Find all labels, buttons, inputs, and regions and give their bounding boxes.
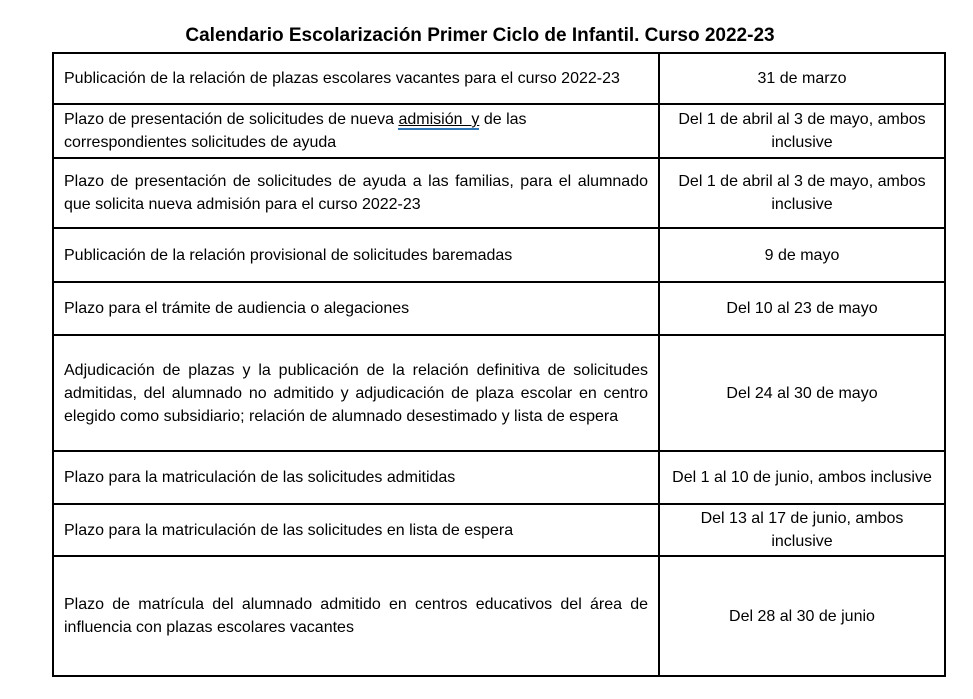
date-cell: Del 1 al 10 de junio, ambos inclusive [659, 451, 945, 504]
page-title: Calendario Escolarización Primer Ciclo de Infantil. Curso 2022-23 [185, 25, 775, 46]
concept-cell: Plazo para la matriculación de las solicitudes admitidas [53, 451, 659, 504]
table-row [53, 451, 945, 504]
concept-cell: Publicación de la relación provisional de solicitudes baremadas [53, 228, 659, 282]
concept-cell: Plazo de presentación de solicitudes de ayuda a las familias, para el alumnado que solicita nueva admisión para el curso 2022-23 [53, 158, 659, 228]
date-cell: Del 24 al 30 de mayo [659, 335, 945, 451]
date-cell: Del 13 al 17 de junio, ambos inclusive [659, 504, 945, 556]
admission-link[interactable]: admisión y [398, 111, 480, 128]
table-row [53, 556, 945, 676]
concept-cell: Plazo de matrícula del alumnado admitido en centros educativos del área de influencia con plazas escolares vacantes [53, 556, 659, 676]
concept-cell [53, 104, 659, 158]
date-cell: 9 de mayo [659, 228, 945, 282]
concept-cell: Adjudicación de plazas y la publicación de la relación definitiva de solicitudes admitidas, del alumnado no admitido y adjudicación de plaza escolar en centro elegido como subsidiario; relación de alumnado desestimado y lista de espera [53, 335, 659, 451]
concept-cell: Plazo para el trámite de audiencia o alegaciones [53, 282, 659, 335]
concept-cell: Plazo para la matriculación de las solicitudes en lista de espera [53, 504, 659, 556]
table-row [53, 158, 945, 228]
date-cell: Del 28 al 30 de junio [659, 556, 945, 676]
table-row [53, 282, 945, 335]
concept-text-after: de las correspondientes solicitudes de ayuda [64, 111, 531, 151]
schedule-table [52, 52, 946, 677]
table-row [53, 504, 945, 556]
table-row [53, 53, 945, 104]
table-row [53, 104, 945, 158]
concept-cell: Publicación de la relación de plazas escolares vacantes para el curso 2022-23 [53, 53, 659, 104]
date-cell: Del 1 de abril al 3 de mayo, ambos inclusive [659, 158, 945, 228]
date-cell: Del 10 al 23 de mayo [659, 282, 945, 335]
table-row [53, 335, 945, 451]
concept-text-before: Plazo de presentación de solicitudes de nueva [64, 111, 399, 128]
date-cell: 31 de marzo [659, 53, 945, 104]
table-row [53, 228, 945, 282]
date-cell: Del 1 de abril al 3 de mayo, ambos inclusive [659, 104, 945, 158]
